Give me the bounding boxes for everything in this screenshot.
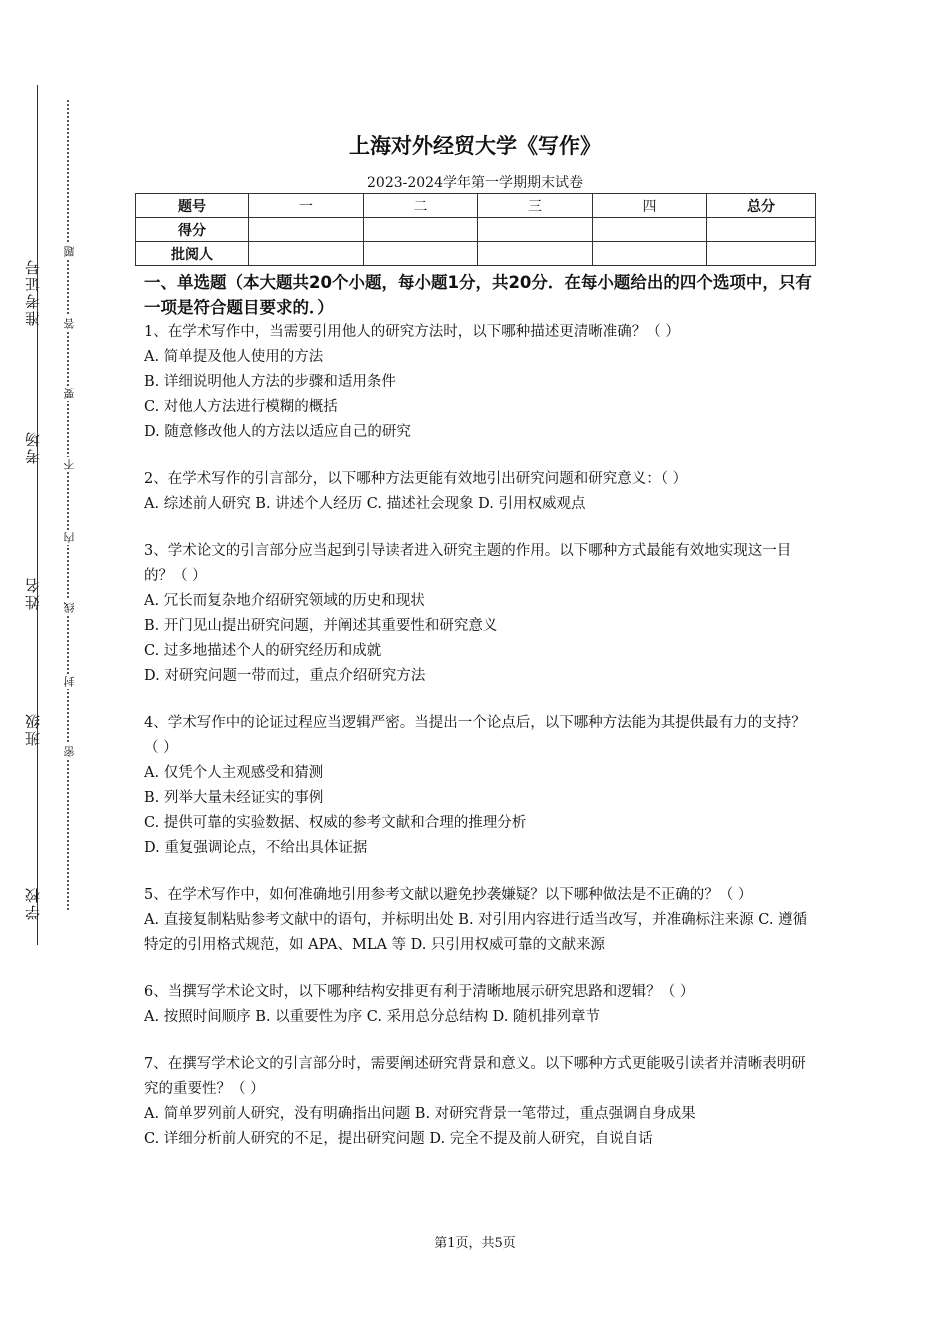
exam-subtitle: 2023-2024学年第一学期期末试卷 [367,175,583,191]
seal-char: 要 [63,388,76,399]
seal-dotted-line [67,100,69,910]
binding-line [37,85,38,945]
question-option: C. 详细分析前人研究的不足，提出研究问题 D. 完全不提及前人研究，自说自话 [144,1131,653,1147]
question [144,320,814,445]
question-option: C. 对他人方法进行模糊的概括 [144,399,338,415]
question-list [144,320,814,1152]
question-stem: 7、在撰写学术论文的引言部分时，需要阐述研究背景和意义。以下哪种方式更能吸引读者并清晰表明研究的重要性？（ ） [144,1056,806,1097]
question-option: D. 随意修改他人的方法以适应自己的研究 [144,424,411,440]
row-label: 得分 [136,218,249,242]
field-exam-number: 准考证号 [24,258,42,326]
header-cell: 总分 [707,194,816,218]
seal-char: 题 [63,246,76,257]
seal-char: 线 [63,602,76,613]
question [144,883,814,958]
question-option: C. 过多地描述个人的研究经历和成就 [144,643,382,659]
seal-char: 封 [63,676,76,687]
page-footer: 第1页，共5页 [434,1236,516,1251]
score-cell [593,218,707,242]
header-cell: 四 [593,194,707,218]
question-option: D. 对研究问题一带而过，重点介绍研究方法 [144,668,426,684]
exam-content [144,270,814,1174]
reviewer-cell [593,242,707,266]
reviewer-cell [249,242,364,266]
section-heading: 一、单选题（本大题共20个小题，每小题1分，共20分．在每小题给出的四个选项中，只有一项是符合题目要求的．） [144,273,812,317]
row-label: 批阅人 [136,242,249,266]
question [144,1052,814,1152]
question [144,711,814,861]
score-cell [249,218,364,242]
question-stem: 5、在学术写作中，如何准确地引用参考文献以避免抄袭嫌疑？以下哪种做法是不正确的？（ ） [144,887,753,903]
question-stem: 6、当撰写学术论文时，以下哪种结构安排更有利于清晰地展示研究思路和逻辑？（ ） [144,984,695,1000]
question-stem: 2、在学术写作的引言部分，以下哪种方法更能有效地引出研究问题和研究意义：（ ） [144,471,688,487]
question [144,980,814,1030]
score-row [136,218,816,242]
score-table [135,193,816,266]
question-option: B. 列举大量未经证实的事例 [144,790,324,806]
field-class: 班级 [24,712,42,746]
question-stem: 3、学术论文的引言部分应当起到引导读者进入研究主题的作用。以下哪种方式最能有效地实现这一目的？（ ） [144,543,792,584]
question-option: A. 仅凭个人主观感受和猜测 [144,765,324,781]
field-name: 姓名 [24,576,42,610]
reviewer-cell [707,242,816,266]
seal-char: 内 [63,532,76,543]
seal-char: 不 [63,459,76,470]
question-option: A. 综述前人研究 B. 讲述个人经历 C. 描述社会现象 D. 引用权威观点 [144,496,586,512]
score-table-header-row [136,194,816,218]
header-cell: 三 [478,194,593,218]
question-option: C. 提供可靠的实验数据、权威的参考文献和合理的推理分析 [144,815,527,831]
header-cell: 题号 [136,194,249,218]
reviewer-cell [364,242,478,266]
question-stem: 1、在学术写作中，当需要引用他人的研究方法时，以下哪种描述更清晰准确？（ ） [144,324,680,340]
exam-title: 上海对外经贸大学《写作》 [349,134,601,158]
question-option: A. 直接复制粘贴参考文献中的语句，并标明出处 B. 对引用内容进行适当改写，并准确标注来源 C. 遵循特定的引用格式规范，如 APA、MLA 等 D. 只引用权威可靠的文献来源 [144,912,808,953]
score-cell [707,218,816,242]
header-cell: 一 [249,194,364,218]
question-option: A. 简单罗列前人研究，没有明确指出问题 B. 对研究背景一笔带过，重点强调自身成果 [144,1106,696,1122]
header-cell: 二 [364,194,478,218]
score-cell [478,218,593,242]
question-option: A. 冗长而复杂地介绍研究领域的历史和现状 [144,593,425,609]
question [144,467,814,517]
score-cell [364,218,478,242]
question-option: D. 重复强调论点，不给出具体证据 [144,840,368,856]
reviewer-row [136,242,816,266]
question-option: A. 按照时间顺序 B. 以重要性为序 C. 采用总分总结构 D. 随机排列章节 [144,1009,601,1025]
seal-char: 密 [63,746,76,757]
question [144,539,814,689]
reviewer-cell [478,242,593,266]
seal-char: 答 [63,318,76,329]
question-option: A. 简单提及他人使用的方法 [144,349,324,365]
question-option: B. 详细说明他人方法的步骤和适用条件 [144,374,396,390]
question-stem: 4、学术写作中的论证过程应当逻辑严密。当提出一个论点后，以下哪种方法能为其提供最有力的支持？（ ） [144,715,806,756]
field-exam-room: 考场 [24,430,42,464]
question-option: B. 开门见山提出研究问题，并阐述其重要性和研究意义 [144,618,498,634]
field-school: 学校 [24,886,42,920]
